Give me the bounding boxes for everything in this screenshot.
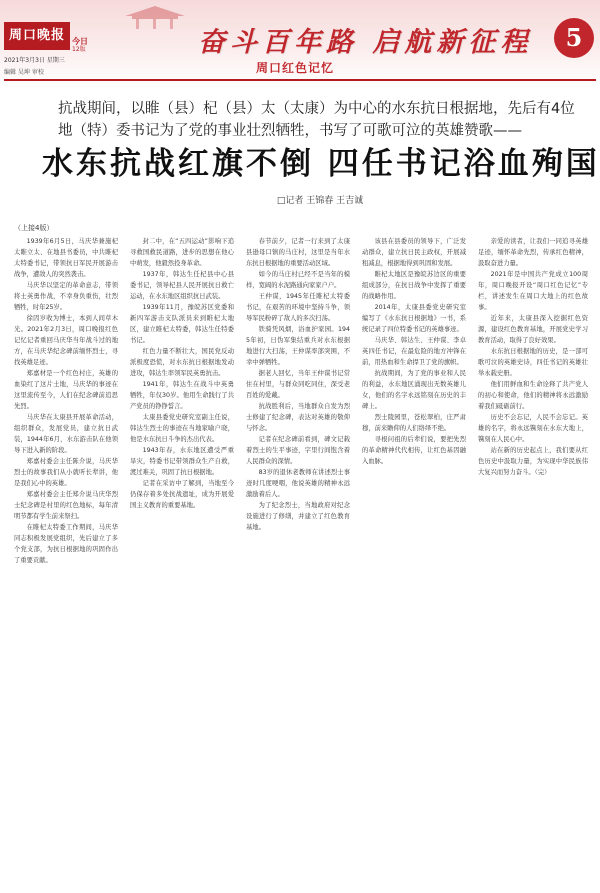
body-column-2 (130, 236, 234, 886)
dateline: 2021年3月3日 星期三 (4, 57, 65, 64)
paragraph: 1943年春，水东地区遭受严重旱灾，特委书记带领群众生产自救，渡过难关，巩固了抗日根据地。 (130, 447, 234, 476)
paragraph: 1937年，韩达生任杞县中心县委书记，领导杞县人民开展抗日救亡运动，在水东地区组织抗日武装。 (130, 271, 234, 300)
paragraph: 寻根问祖的后辈们说，要把先烈的革命精神代代相传，让红色基因融入血脉。 (362, 436, 466, 465)
paragraph: 1939年11月，豫皖苏区党委和新四军游击支队派员来到睢杞太地区，建立睢杞太特委，韩达生任特委书记。 (130, 304, 234, 344)
issue-line: 12版 (72, 46, 86, 53)
paragraph: 睢杞太地区是豫皖苏边区的重要组成部分，在抗日战争中发挥了重要的战略作用。 (362, 271, 466, 300)
paragraph: 郑嘉村委会主任陈介说，马庆华烈士的故事我们从小就听长辈讲，他是我们心中的英雄。 (14, 458, 118, 487)
continued-note: （上接4版） (14, 224, 54, 232)
article-title: 水东抗战红旗不倒 四任书记浴血殉国 (42, 146, 600, 182)
paragraph: 近年来，太康县深入挖掘红色资源，建设红色教育基地，开展党史学习教育活动，取得了良好效果。 (478, 315, 588, 344)
page-header (0, 0, 600, 86)
paragraph: 铁骑凭风烟，浴血护家园。1945年初，日伪军集结重兵对水东根据地进行大扫荡，王仲谋率部突围，不幸中弹牺牲。 (246, 326, 350, 366)
paragraph: 该县在县委员的领导下，广泛发动群众，建立抗日民主政权，开展减租减息，根据地得到巩固和发展。 (362, 238, 466, 267)
headline-kicker: 抗战期间，以睢（县）杞（县）太（太康）为中心的水东抗日根据地，先后有4位地（特）委书记为了党的事业壮烈牺牲，书写了可歌可泣的英雄赞歌—— (58, 101, 575, 139)
body-column-5 (478, 236, 588, 886)
paragraph: 马庆华以坚定的革命意志，带领将士英勇作战，不幸身负重伤，壮烈牺牲，时年25岁。 (14, 282, 118, 311)
paragraph: 水东抗日根据地的历史，是一部可歌可泣的英雄史诗，四任书记的英雄壮举永载史册。 (478, 348, 588, 377)
pavilion-icon (120, 4, 190, 30)
body-column-4 (362, 236, 466, 886)
paragraph: 春节前夕，记者一行来到了太康县逊母口镇的马庄村，这里是当年水东抗日根据地的重要活动区域。 (246, 238, 350, 267)
paragraph: 据老人回忆，当年王仲谋书记常住在村里，与群众同吃同住，深受老百姓的爱戴。 (246, 370, 350, 399)
paragraph: 2014年，太康县委党史研究室编写了《水东抗日根据地》一书，系统记录了四位特委书记的英雄事迹。 (362, 304, 466, 333)
paragraph: 为了纪念烈士，当地政府对纪念设施进行了修缮，并建立了红色教育基地。 (246, 502, 350, 531)
paragraph: 红色力量不断壮大，国民党反动派极度恐慌，对水东抗日根据地发动进攻，韩达生率领军民英勇抗击。 (130, 348, 234, 377)
paragraph: 烈士陵园里，苍松翠柏，庄严肃穆，前来瞻仰的人们络绎不绝。 (362, 414, 466, 432)
paragraph: 王仲谋，1945年任睢杞太特委书记，在艰苦的环境中坚持斗争，领导军民粉碎了敌人的多次扫荡。 (246, 293, 350, 322)
paragraph: 如今的马庄村已经不是当年的模样，宽阔的水泥路通向家家户户。 (246, 271, 350, 289)
paragraph: 83岁的退休老教师在讲述烈士事迹时几度哽咽，他说英雄的精神永远激励着后人。 (246, 469, 350, 498)
paragraph: 马庆华在太康县开展革命活动，组织群众，发展党员，建立抗日武装，1944年6月，水东游击队在他领导下进入新的阶段。 (14, 414, 118, 454)
paragraph: 记者在采访中了解到，当地至今仍保存着多处抗战遗址，成为开展爱国主义教育的重要基地。 (130, 480, 234, 509)
paragraph: 抗战期间，为了党的事业和人民的利益，水东地区涌现出无数英雄儿女，他们的名字永远铭刻在历史的丰碑上。 (362, 370, 466, 410)
masthead-logo: 周口晚报 (4, 22, 70, 50)
article-byline: □记者 王锦春 王吉诚 (276, 196, 364, 206)
paragraph: 郑嘉村委会主任郑介说马庆华烈士纪念碑是村里的红色地标，每年清明节都有学生前来祭扫。 (14, 491, 118, 520)
paragraph: 亲爱的读者，让我们一同追寻英雄足迹，缅怀革命先烈，传承红色精神，汲取奋进力量。 (478, 238, 588, 267)
paragraph: 站在新的历史起点上，我们要从红色历史中汲取力量，为实现中华民族伟大复兴而努力奋斗。（完） (478, 447, 588, 476)
paragraph: 太康县委党史研究室副主任说，韩达生烈士的事迹在当地家喻户晓，他是水东抗日斗争的杰出代表。 (130, 414, 234, 443)
body-column-3 (246, 236, 350, 886)
paragraph: 在睢杞太特委工作期间，马庆华同志积极发展党组织，先后建立了多个党支部，为抗日根据地的巩固作出了重要贡献。 (14, 524, 118, 564)
paragraph: 1941年，韩达生在战斗中英勇牺牲，年仅30岁。他用生命践行了共产党员的铮铮誓言。 (130, 381, 234, 410)
body-column-1 (14, 236, 118, 886)
issue-line: 今日 (72, 37, 88, 46)
paragraph: 郑嘉材是一个红色村庄，英雄的血染红了这片土地，马庆华的事迹在这里流传至今，人们在纪念碑前追思先烈。 (14, 370, 118, 410)
paragraph: 2021年是中国共产党成立100周年，周口晚报开设“周口红色记忆”专栏，讲述发生在周口大地上的红色故事。 (478, 271, 588, 311)
issue-info (72, 38, 152, 54)
paragraph: 他们用鲜血和生命诠释了共产党人的初心和使命，他们的精神将永远激励着我们砥砺前行。 (478, 381, 588, 410)
slogan: 奋斗百年路 启航新征程 (198, 27, 533, 58)
paragraph: 记者在纪念碑前看到，碑文记载着烈士的生平事迹，字里行间饱含着人民群众的深情。 (246, 436, 350, 465)
paragraph: 历史不会忘记，人民不会忘记。英雄的名字，将永远镌刻在水东大地上，镌刻在人民心中。 (478, 414, 588, 443)
header-divider (4, 79, 596, 81)
paragraph: 马庆华、韩达生、王仲谋、李卓英四任书记，在最危险的地方冲锋在前，用热血和生命捍卫了党的旗帜。 (362, 337, 466, 366)
editors-line: 编辑 吴坤 审校 (4, 69, 44, 76)
page-number-badge: 5 (554, 18, 594, 58)
paragraph: 抗战胜利后，当地群众自发为烈士修建了纪念碑，表达对英雄的敬仰与怀念。 (246, 403, 350, 432)
column-name: 周口红色记忆 (256, 61, 335, 75)
paragraph: 1939年6月5日，马庆华兼施杞太睢立太、在地县书委员，中共睢杞太特委书记，带领抗日军民开展游击战争，遭敌人的突然袭击。 (14, 238, 118, 278)
paragraph: 徐因岁收为博士，本到人间草木光。2021年2月3日，周口晚报红色记忆记者重回马庆华当年战斗过的地方，在马庆华纪念碑前缅怀烈士，寻找英雄足迹。 (14, 315, 118, 366)
paragraph: 封二中，在“五四运动”影响下追寻救国救民道路，进步的思想在他心中萌发，他毅然投身革命。 (130, 238, 234, 267)
